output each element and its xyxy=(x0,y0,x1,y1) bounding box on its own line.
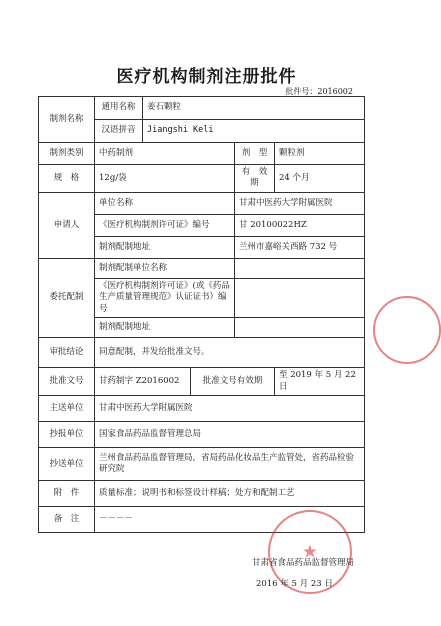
commission-address-label: 制剂配制地址 xyxy=(95,318,235,338)
seal-star-icon: ★ xyxy=(301,541,319,563)
unit-name-value: 甘肃中医药大学附属医院 xyxy=(235,192,365,214)
category-label: 制剂类别 xyxy=(39,143,95,165)
common-name-label: 通用名称 xyxy=(95,97,143,120)
issue-date: 2016 年 5 月 23 日 xyxy=(256,579,333,589)
approval-valid-value: 至 2019 年 5 月 22 日 xyxy=(275,368,365,396)
category-value: 中药制剂 xyxy=(95,143,235,165)
attachment-label: 附 件 xyxy=(39,481,95,507)
approval-label: 批准文号 xyxy=(39,368,95,396)
commission-address-value xyxy=(235,318,365,338)
remarks-label: 备 注 xyxy=(39,507,95,533)
remarks-value: －－－－ xyxy=(95,507,365,533)
issuing-organization: 甘肃省食品药品监督管理局 xyxy=(252,558,355,568)
address-value: 兰州市嘉峪关西路 732 号 xyxy=(235,236,365,258)
conclusion-label: 审批结论 xyxy=(39,338,95,368)
approval-number-header: 批件号：2016002 xyxy=(285,87,353,96)
cc-value: 国家食品药品监督管理总局 xyxy=(95,422,365,448)
prep-name-label: 制剂名称 xyxy=(39,97,95,143)
approval-number-value: 甘药制字 Z2016002 xyxy=(95,368,191,396)
license-label: 《医疗机构制剂许可证》编号 xyxy=(95,214,235,236)
applicant-label: 申请人 xyxy=(39,192,95,258)
copy-value: 兰州食品药品监督管理局，省局药品化妆品生产监管处，省药品检验研究院 xyxy=(95,448,365,481)
pinyin-value: Jiangshi Keli xyxy=(143,120,365,143)
spec-value: 12g/袋 xyxy=(95,165,235,193)
copy-label: 抄送单位 xyxy=(39,448,95,481)
validity-value: 24 个月 xyxy=(275,165,365,193)
commission-label: 委托配制 xyxy=(39,258,95,337)
dosage-label: 剂 型 xyxy=(235,143,275,165)
dosage-value: 颗粒剂 xyxy=(275,143,365,165)
registration-form-table xyxy=(38,96,365,533)
commission-unit-value xyxy=(235,258,365,278)
document-title: 医疗机构制剂注册批件 xyxy=(116,67,297,87)
cc-label: 抄报单位 xyxy=(39,422,95,448)
commission-license-value xyxy=(235,278,365,317)
approval-valid-label: 批准文号有效期 xyxy=(191,368,275,396)
commission-license-label: 《医疗机构制剂许可证》(或《药品生产质量管理规范》认证证书）编号 xyxy=(95,278,235,317)
unit-name-label: 单位名称 xyxy=(95,192,235,214)
license-value: 甘 20100022HZ xyxy=(235,214,365,236)
address-label: 制剂配制地址 xyxy=(95,236,235,258)
conclusion-value: 同意配制，并发给批准文号。 xyxy=(95,338,365,368)
validity-label: 有 效 期 xyxy=(235,165,275,193)
attachment-value: 质量标准；说明书和标签设计样稿；处方和配制工艺 xyxy=(95,481,365,507)
pinyin-label: 汉语拼音 xyxy=(95,120,143,143)
main-recipient-value: 甘肃中医药大学附属医院 xyxy=(95,396,365,422)
spec-label: 规 格 xyxy=(39,165,95,193)
edge-seal-stamp xyxy=(373,296,441,364)
main-recipient-label: 主送单位 xyxy=(39,396,95,422)
common-name-value: 姜石颗粒 xyxy=(143,97,365,120)
commission-unit-label: 制剂配制单位名称 xyxy=(95,258,235,278)
